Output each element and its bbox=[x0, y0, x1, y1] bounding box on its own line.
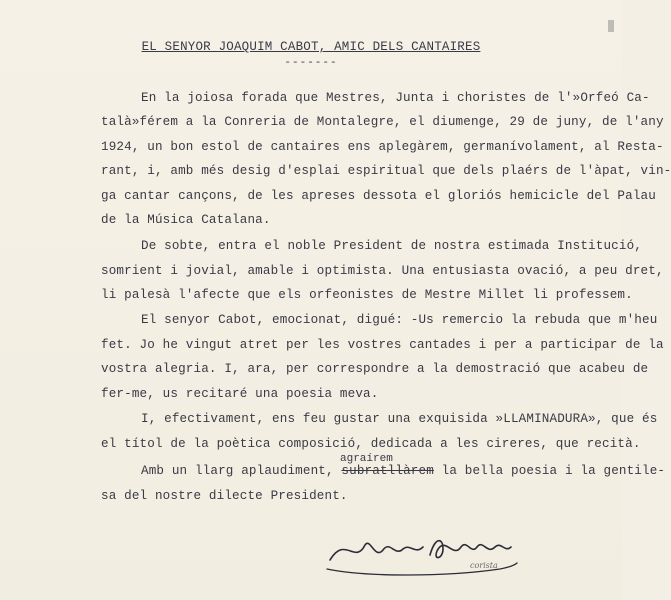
text-line: fer-me, us recitaré una poesia meva. bbox=[101, 387, 379, 401]
text-line: De sobte, entra el noble President de nostra estimada Institució, bbox=[141, 239, 642, 253]
title-rule: ------- bbox=[284, 57, 338, 69]
text-line: ga cantar cançons, de les apreses dessota el gloriós hemicicle del Palau bbox=[101, 189, 656, 203]
text-line: fet. Jo he vingut atret per les vostres cantades i per a participar de la bbox=[101, 338, 664, 352]
text-line: I, efectivament, ens feu gustar una exquisida »LLAMINADURA», que és bbox=[141, 412, 658, 426]
signature-role: corista bbox=[470, 561, 498, 570]
text-segment: Amb un llarg aplaudiment, bbox=[141, 464, 334, 478]
text-line: de la Música Catalana. bbox=[101, 213, 271, 227]
struck-word: subratllàrem bbox=[341, 464, 434, 478]
text-line: 1924, un bon estol de cantaires ens aplegàrem, germanívolament, al Resta- bbox=[101, 140, 664, 154]
text-line bbox=[141, 464, 665, 478]
document-title: EL SENYOR JOAQUIM CABOT, AMIC DELS CANTAIRES bbox=[141, 40, 481, 54]
text-line: somrient i jovial, amable i optimista. Una entusiasta ovació, a peu dret, bbox=[101, 264, 664, 278]
text-line: sa del nostre dilecte President. bbox=[101, 489, 348, 503]
text-segment: la bella poesia i la gentile- bbox=[441, 464, 666, 478]
text-line: li palesà l'afecte que els orfeonistes de Mestre Millet li professem. bbox=[101, 288, 633, 302]
text-line: vostra alegria. I, ara, per correspondre a la demostració que acabeu de bbox=[101, 362, 649, 376]
text-line: talà»férem a la Conreria de Montalegre, el diumenge, 29 de juny, de l'any bbox=[101, 115, 664, 129]
text-line: el títol de la poètica composició, dedicada a les cireres, que recità. bbox=[101, 437, 641, 451]
inserted-correction: agraírem bbox=[340, 453, 393, 465]
text-line: El senyor Cabot, emocionat, digué: -Us remercio la rebuda que m'heu bbox=[141, 313, 658, 327]
handwritten-signature bbox=[325, 525, 525, 580]
page-corner-mark bbox=[608, 20, 614, 32]
text-line: rant, i, amb més desig d'esplai espiritual que dels plaérs de l'àpat, vin- bbox=[101, 164, 671, 178]
text-line: En la joiosa forada que Mestres, Junta i choristes de l'»Orfeó Ca- bbox=[141, 91, 650, 105]
